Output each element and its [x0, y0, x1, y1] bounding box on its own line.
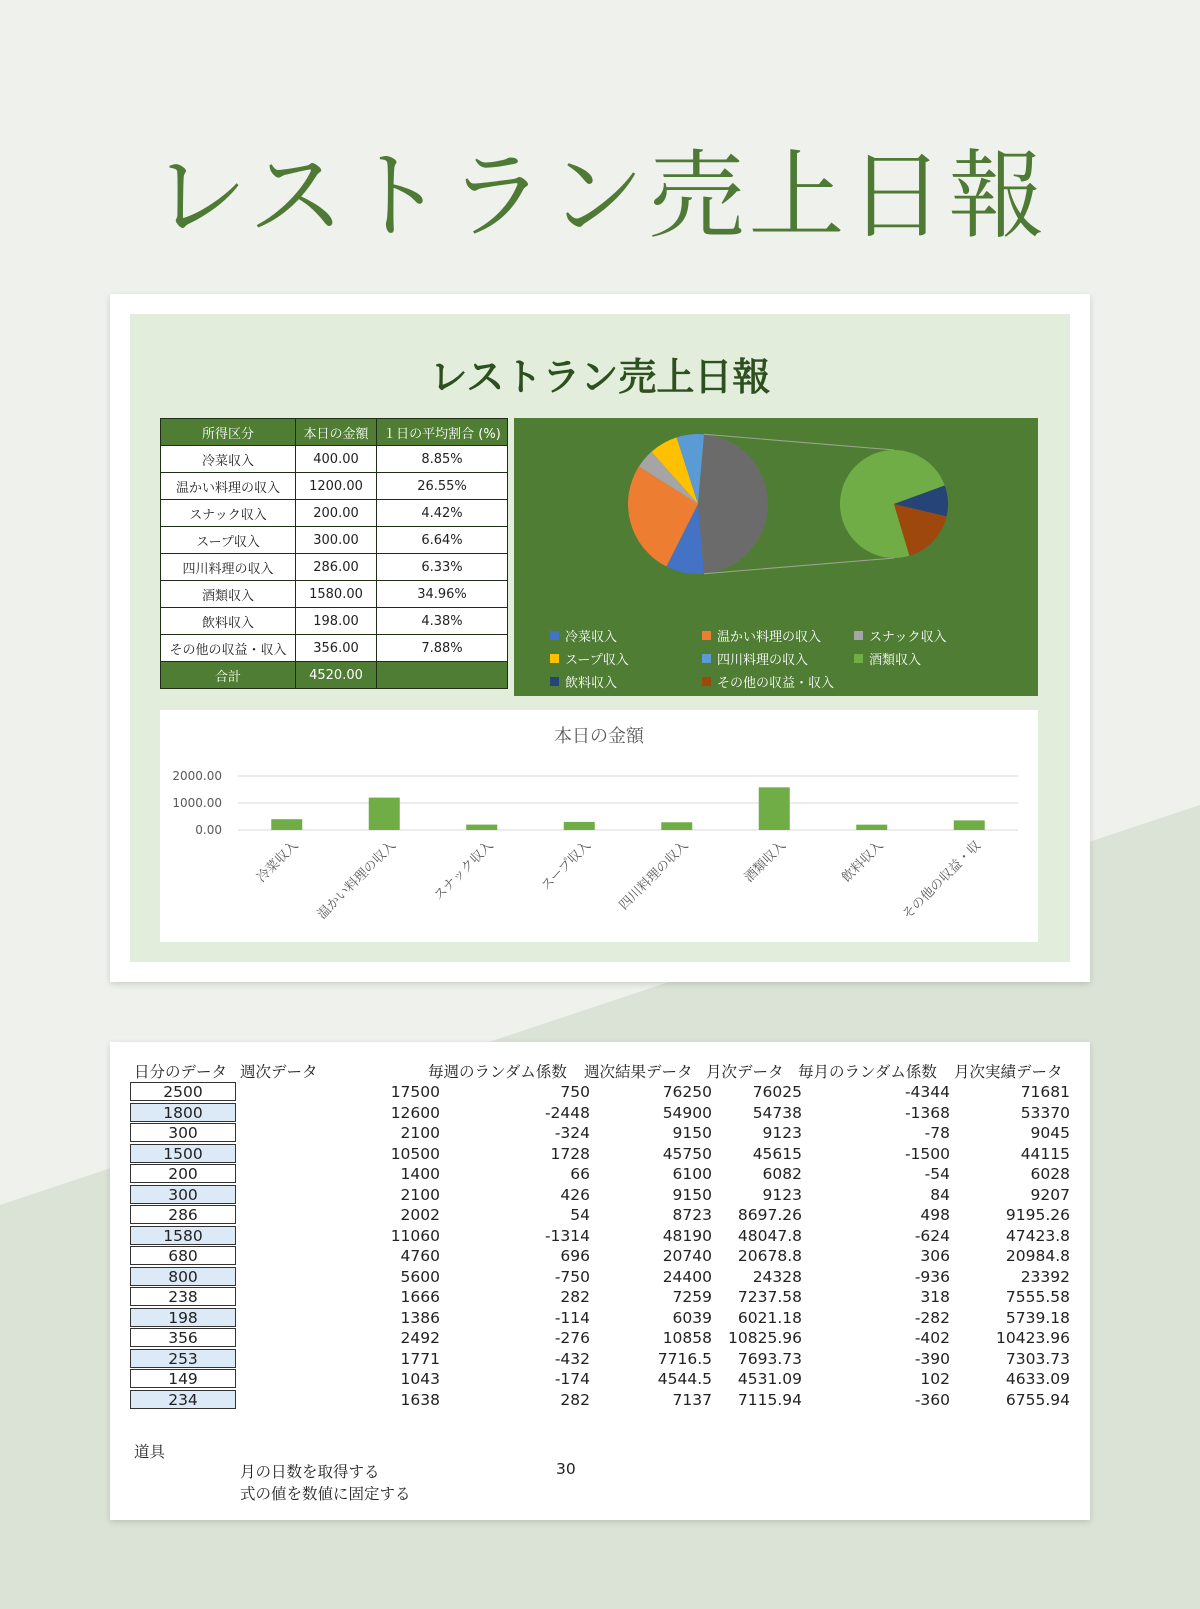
- cell-monthly-actual: 6028: [1030, 1165, 1070, 1183]
- cell-weekly: 2100: [400, 1124, 440, 1142]
- legend-label: スープ収入: [565, 653, 629, 668]
- cell-weekly-random: -2448: [544, 1103, 590, 1122]
- cell-monthly: 8697.26: [737, 1206, 802, 1224]
- x-tick-label: 温かい料理の収入: [314, 838, 400, 923]
- data-row: [110, 1390, 1090, 1410]
- cell-category: その他の収益・収入: [161, 635, 296, 662]
- fix-formula-label: 式の値を数値に固定する: [240, 1485, 411, 1503]
- summary-title: レストラン売上日報: [429, 355, 771, 399]
- cell-weekly: 1771: [400, 1349, 440, 1368]
- legend-item: [550, 626, 702, 645]
- cell-monthly-random: -282: [914, 1308, 950, 1327]
- header-weekly-result: 週次結果データ: [584, 1063, 693, 1081]
- summary-row: [161, 635, 508, 662]
- cell-weekly: 1386: [400, 1308, 440, 1327]
- header-weekly-random: 毎週のランダム係数: [428, 1063, 567, 1081]
- cell-monthly-random: 84: [930, 1185, 950, 1204]
- cell-weekly-result: 48190: [662, 1226, 712, 1245]
- data-row: [110, 1267, 1090, 1287]
- cell-monthly-actual: 20984.8: [1005, 1247, 1070, 1265]
- cell-monthly-random: -4344: [904, 1083, 950, 1101]
- pie-slice: [698, 434, 768, 573]
- summary-row: [161, 554, 508, 581]
- bar: [759, 787, 790, 830]
- cell-daily[interactable]: 356: [130, 1328, 236, 1347]
- cell-monthly: 4531.09: [737, 1370, 802, 1388]
- summary-total-row: [161, 662, 508, 689]
- bar: [856, 825, 887, 830]
- legend-swatch: [702, 654, 711, 663]
- cell-category: スナック収入: [161, 500, 296, 527]
- legend-item: [550, 672, 702, 691]
- header-monthly: 月次データ: [706, 1063, 784, 1081]
- legend-swatch: [854, 654, 863, 663]
- cell-monthly-random: -402: [914, 1329, 950, 1347]
- cell-weekly-random: -114: [554, 1308, 590, 1327]
- cell-weekly-random: 696: [560, 1247, 590, 1265]
- cell-weekly-result: 7137: [672, 1390, 712, 1409]
- cell-daily[interactable]: 149: [130, 1369, 236, 1388]
- legend-label: スナック収入: [869, 630, 947, 645]
- cell-amount: 1580.00: [296, 581, 377, 608]
- header-monthly-actual: 月次実績データ: [954, 1063, 1063, 1081]
- cell-daily[interactable]: 238: [130, 1287, 236, 1306]
- cell-monthly-actual: 44115: [1020, 1144, 1070, 1163]
- cell-monthly-random: 498: [920, 1206, 950, 1224]
- cell-weekly: 1638: [400, 1390, 440, 1409]
- cell-monthly-random: -1500: [904, 1144, 950, 1163]
- days-in-month-label: 月の日数を取得する: [240, 1463, 380, 1481]
- cell-weekly: 1400: [400, 1165, 440, 1183]
- cell-weekly-result: 10858: [662, 1329, 712, 1347]
- bar: [271, 819, 302, 830]
- legend-label: 飲料収入: [565, 676, 618, 691]
- cell-weekly: 12600: [390, 1103, 440, 1122]
- bar: [369, 798, 400, 830]
- cell-share: 8.85%: [377, 446, 508, 473]
- cell-monthly: 7693.73: [737, 1349, 802, 1368]
- cell-weekly-random: 54: [570, 1206, 590, 1224]
- x-tick-label: 飲料収入: [839, 838, 887, 886]
- legend-item: [702, 649, 854, 668]
- cell-weekly: 2100: [400, 1185, 440, 1204]
- cell-daily[interactable]: 1800: [130, 1103, 236, 1122]
- x-tick-label: 四川料理の収入: [616, 838, 692, 914]
- legend-label: 四川料理の収入: [717, 653, 809, 668]
- bar: [954, 820, 985, 830]
- cell-daily[interactable]: 200: [130, 1164, 236, 1183]
- cell-monthly-random: -78: [924, 1124, 950, 1142]
- cell-weekly: 1666: [400, 1288, 440, 1306]
- cell-monthly: 45615: [752, 1144, 802, 1163]
- x-tick-label: スープ収入: [538, 838, 595, 894]
- cell-weekly-random: 282: [560, 1288, 590, 1306]
- cell-weekly-result: 24400: [662, 1267, 712, 1286]
- legend-item: [702, 626, 854, 645]
- summary-row: [161, 473, 508, 500]
- header-category: 所得区分: [161, 419, 296, 446]
- cell-daily[interactable]: 198: [130, 1308, 236, 1327]
- cell-weekly-random: -324: [554, 1124, 590, 1142]
- data-row: [110, 1328, 1090, 1348]
- cell-weekly-result: 8723: [672, 1206, 712, 1224]
- cell-monthly-random: 102: [920, 1370, 950, 1388]
- legend-swatch: [550, 631, 559, 640]
- legend-swatch: [550, 654, 559, 663]
- cell-monthly-actual: 71681: [1020, 1083, 1070, 1101]
- cell-share: 26.55%: [377, 473, 508, 500]
- header-share: １日の平均割合 (%): [377, 419, 508, 446]
- cell-weekly-result: 6039: [672, 1308, 712, 1327]
- data-row: [110, 1082, 1090, 1102]
- summary-row: [161, 446, 508, 473]
- cell-weekly: 4760: [400, 1247, 440, 1265]
- cell-monthly: 76025: [752, 1083, 802, 1101]
- data-row: [110, 1103, 1090, 1123]
- data-row: [110, 1246, 1090, 1266]
- cell-daily[interactable]: 234: [130, 1390, 236, 1409]
- cell-share: 4.42%: [377, 500, 508, 527]
- cell-daily[interactable]: 1580: [130, 1226, 236, 1245]
- cell-category: スープ収入: [161, 527, 296, 554]
- data-row: [110, 1287, 1090, 1307]
- cell-amount: 1200.00: [296, 473, 377, 500]
- cell-share: 6.33%: [377, 554, 508, 581]
- bar-chart-title: 本日の金額: [554, 726, 644, 747]
- cell-category: 冷菜収入: [161, 446, 296, 473]
- cell-monthly-random: -936: [914, 1267, 950, 1286]
- legend-label: 冷菜収入: [565, 630, 618, 645]
- cell-category: 四川料理の収入: [161, 554, 296, 581]
- cell-weekly: 5600: [400, 1267, 440, 1286]
- total-amount: 4520.00: [296, 662, 377, 689]
- cell-weekly-random: -432: [554, 1349, 590, 1368]
- cell-weekly-random: 750: [560, 1083, 590, 1101]
- cell-category: 飲料収入: [161, 608, 296, 635]
- legend-swatch: [550, 677, 559, 686]
- summary-row: [161, 527, 508, 554]
- cell-monthly-random: -360: [914, 1390, 950, 1409]
- legend-label: 酒類収入: [869, 653, 922, 668]
- cell-monthly: 6082: [762, 1165, 802, 1183]
- cell-weekly-result: 6100: [672, 1165, 712, 1183]
- pie-legend: [550, 626, 1030, 691]
- legend-item: [702, 672, 854, 691]
- cell-monthly: 7237.58: [737, 1288, 802, 1306]
- total-label: 合計: [161, 662, 296, 689]
- data-row: [110, 1308, 1090, 1328]
- page-title: レストラン売上日報: [151, 140, 1049, 252]
- cell-weekly-random: -174: [554, 1370, 590, 1388]
- cell-daily[interactable]: 286: [130, 1205, 236, 1224]
- tools-title: 道具: [134, 1443, 166, 1461]
- summary-panel: [130, 314, 1070, 962]
- header-daily: 日分のデータ: [134, 1063, 228, 1081]
- legend-swatch: [854, 631, 863, 640]
- cell-weekly-result: 54900: [662, 1103, 712, 1122]
- y-tick-label: 2000.00: [172, 769, 222, 783]
- cell-weekly-result: 45750: [662, 1144, 712, 1163]
- cell-category: 温かい料理の収入: [161, 473, 296, 500]
- days-in-month-value: 30: [556, 1460, 576, 1478]
- header-amount: 本日の金額: [296, 419, 377, 446]
- cell-monthly-random: -390: [914, 1349, 950, 1368]
- cell-weekly-result: 20740: [662, 1247, 712, 1265]
- cell-share: 7.88%: [377, 635, 508, 662]
- cell-weekly-random: 426: [560, 1185, 590, 1204]
- cell-monthly-actual: 4633.09: [1005, 1370, 1070, 1388]
- legend-item: [550, 649, 702, 668]
- cell-monthly: 10825.96: [728, 1329, 802, 1347]
- summary-row: [161, 608, 508, 635]
- cell-monthly: 24328: [752, 1267, 802, 1286]
- x-tick-label: その他の収益・収: [899, 838, 985, 923]
- cell-weekly-result: 7259: [672, 1288, 712, 1306]
- cell-monthly-actual: 9207: [1030, 1185, 1070, 1204]
- cell-weekly-result: 9150: [672, 1124, 712, 1142]
- cell-monthly-actual: 6755.94: [1005, 1390, 1070, 1409]
- cell-share: 6.64%: [377, 527, 508, 554]
- cell-daily[interactable]: 253: [130, 1349, 236, 1368]
- cell-weekly-random: -1314: [544, 1226, 590, 1245]
- cell-amount: 356.00: [296, 635, 377, 662]
- cell-weekly-random: 66: [570, 1165, 590, 1183]
- cell-weekly-result: 4544.5: [657, 1370, 712, 1388]
- bar: [661, 822, 692, 830]
- bar-chart-svg: [160, 710, 1038, 942]
- cell-monthly: 7115.94: [737, 1390, 802, 1409]
- bar-chart: [160, 710, 1038, 942]
- legend-item: [854, 649, 1006, 668]
- legend-label: 温かい料理の収入: [717, 630, 822, 645]
- summary-table: [160, 418, 508, 689]
- cell-monthly: 6021.18: [737, 1308, 802, 1327]
- data-row: [110, 1144, 1090, 1164]
- cell-monthly-random: -1368: [904, 1103, 950, 1122]
- cell-weekly-result: 76250: [662, 1083, 712, 1101]
- y-tick-label: 1000.00: [172, 796, 222, 810]
- cell-amount: 300.00: [296, 527, 377, 554]
- cell-weekly: 10500: [390, 1144, 440, 1163]
- cell-weekly-result: 9150: [672, 1185, 712, 1204]
- summary-row: [161, 500, 508, 527]
- cell-monthly-random: 318: [920, 1288, 950, 1306]
- cell-monthly-actual: 5739.18: [1005, 1308, 1070, 1327]
- cell-weekly: 2492: [400, 1329, 440, 1347]
- x-tick-label: 冷菜収入: [254, 838, 302, 886]
- legend-swatch: [702, 677, 711, 686]
- data-row: [110, 1164, 1090, 1184]
- cell-daily[interactable]: 800: [130, 1267, 236, 1286]
- cell-monthly: 9123: [762, 1185, 802, 1204]
- cell-weekly-random: -276: [554, 1329, 590, 1347]
- cell-weekly: 2002: [400, 1206, 440, 1224]
- data-row: [110, 1185, 1090, 1205]
- total-share: [377, 662, 508, 689]
- cell-monthly-actual: 10423.96: [996, 1329, 1070, 1347]
- cell-category: 酒類収入: [161, 581, 296, 608]
- cell-weekly-random: -750: [554, 1267, 590, 1286]
- legend-swatch: [702, 631, 711, 640]
- cell-monthly-actual: 47423.8: [1005, 1226, 1070, 1245]
- cell-monthly-actual: 9195.26: [1005, 1206, 1070, 1224]
- cell-amount: 198.00: [296, 608, 377, 635]
- cell-monthly: 20678.8: [737, 1247, 802, 1265]
- legend-label: その他の収益・収入: [717, 676, 835, 691]
- cell-share: 4.38%: [377, 608, 508, 635]
- x-tick-label: スナック収入: [431, 838, 497, 904]
- cell-monthly-random: -624: [914, 1226, 950, 1245]
- legend-item: [854, 626, 1006, 645]
- data-row: [110, 1123, 1090, 1143]
- cell-weekly-random: 282: [560, 1390, 590, 1409]
- y-tick-label: 0.00: [195, 823, 222, 837]
- bar: [564, 822, 595, 830]
- cell-daily[interactable]: 680: [130, 1246, 236, 1265]
- cell-monthly-actual: 53370: [1020, 1103, 1070, 1122]
- header-monthly-random: 毎月のランダム係数: [798, 1063, 937, 1081]
- data-row: [110, 1369, 1090, 1389]
- cell-weekly: 1043: [400, 1370, 440, 1388]
- header-weekly: 週次データ: [240, 1063, 318, 1081]
- cell-monthly: 54738: [752, 1103, 802, 1122]
- cell-weekly-random: 1728: [550, 1144, 590, 1163]
- cell-monthly-actual: 7303.73: [1005, 1349, 1070, 1368]
- cell-daily[interactable]: 300: [130, 1185, 236, 1204]
- summary-card: [110, 294, 1090, 982]
- data-row: [110, 1226, 1090, 1246]
- summary-row: [161, 581, 508, 608]
- x-tick-label: 酒類収入: [741, 838, 790, 886]
- data-row: [110, 1205, 1090, 1225]
- cell-monthly: 9123: [762, 1124, 802, 1142]
- cell-amount: 286.00: [296, 554, 377, 581]
- cell-daily[interactable]: 2500: [130, 1082, 236, 1101]
- cell-share: 34.96%: [377, 581, 508, 608]
- cell-amount: 200.00: [296, 500, 377, 527]
- cell-daily[interactable]: 1500: [130, 1144, 236, 1163]
- cell-monthly-actual: 23392: [1020, 1267, 1070, 1286]
- cell-monthly-random: 306: [920, 1247, 950, 1265]
- cell-daily[interactable]: 300: [130, 1123, 236, 1142]
- data-sheet: [110, 1042, 1090, 1520]
- cell-weekly: 11060: [390, 1226, 440, 1245]
- cell-weekly-result: 7716.5: [657, 1349, 712, 1368]
- pie-of-pie-chart: [514, 418, 1038, 696]
- bar: [466, 825, 497, 830]
- cell-amount: 400.00: [296, 446, 377, 473]
- data-row: [110, 1349, 1090, 1369]
- cell-weekly: 17500: [390, 1083, 440, 1101]
- cell-monthly: 48047.8: [737, 1226, 802, 1245]
- cell-monthly-actual: 9045: [1030, 1124, 1070, 1142]
- cell-monthly-random: -54: [924, 1165, 950, 1183]
- cell-monthly-actual: 7555.58: [1005, 1288, 1070, 1306]
